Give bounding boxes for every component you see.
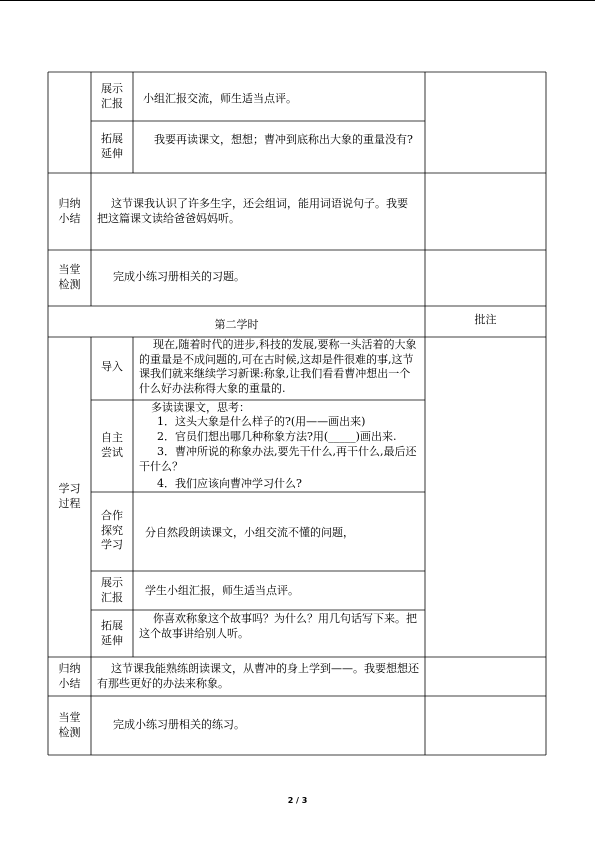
check2-content: 完成小练习册相关的练习。 [113, 718, 245, 731]
coop-label: 合作 探究 学习 [101, 509, 123, 551]
self-attempt-line: 2．官员们想出哪几种称象方法?用(_____)画出来. [157, 430, 397, 443]
self-attempt-line: 3．曹冲所说的称象办法,要先干什么,再干什么,最后还干什么？ [139, 445, 417, 473]
section-title: 第二学时 [214, 318, 259, 331]
self-attempt-label: 自主 尝试 [101, 431, 123, 459]
coop-content: 分自然段朗读课文，小组交流不懂的问题， [145, 526, 354, 539]
extend2-label: 拓展 延伸 [101, 619, 123, 647]
process-label: 学习 过程 [58, 482, 81, 510]
report2-content: 学生小组汇报，师生适当点评。 [145, 584, 299, 597]
summary2-content: 这节课我能熟练朗读课文，从曹冲的身上学到——。我要想想还有那些更好的办法来称象。 [97, 662, 419, 690]
self-attempt-line: 多读读课文，思考： [151, 401, 250, 414]
summary2-label: 归纳 小结 [58, 662, 81, 690]
row-label-extend: 拓展 延伸 [101, 132, 123, 160]
check2-label: 当堂 检测 [58, 711, 81, 739]
intro-label: 导入 [101, 360, 123, 373]
report2-label: 展示 汇报 [101, 576, 123, 604]
row-label-report: 展示 汇报 [101, 82, 123, 110]
intro-content: 现在,随着时代的进步,科技的发展,要称一头活着的大象的重量是不成问题的,可在古时候,这却是件很难的事,这节课我们就来继续学习新课:称象,让我们看看曹冲想出一个什么好办法称得大象的重量的. [139, 338, 417, 395]
row-label-check: 当堂 检测 [58, 263, 81, 291]
row-label-summary: 归纳 小结 [58, 197, 81, 225]
row-content-check: 完成小练习册相关的习题。 [113, 270, 245, 283]
notes-header: 批注 [474, 313, 497, 326]
page-number: 2 / 3 [287, 796, 308, 805]
row-content-extend: 我要再读课文，想想；曹冲到底称出大象的重量没有? [140, 133, 413, 146]
self-attempt-line: 4．我们应该向曹冲学习什么? [157, 477, 302, 490]
row-content-summary: 这节课我认识了许多生字，还会组词，能用词语说句子。我要把这篇课文读给爸爸妈妈听。 [97, 197, 408, 225]
row-content-report: 小组汇报交流，师生适当点评。 [143, 92, 297, 105]
extend2-content: 你喜欢称象这个故事吗？为什么？用几句话写下来。把这个故事讲给别人听。 [139, 612, 417, 640]
self-attempt-line: 1．这头大象是什么样子的?(用——画出来) [157, 415, 366, 428]
